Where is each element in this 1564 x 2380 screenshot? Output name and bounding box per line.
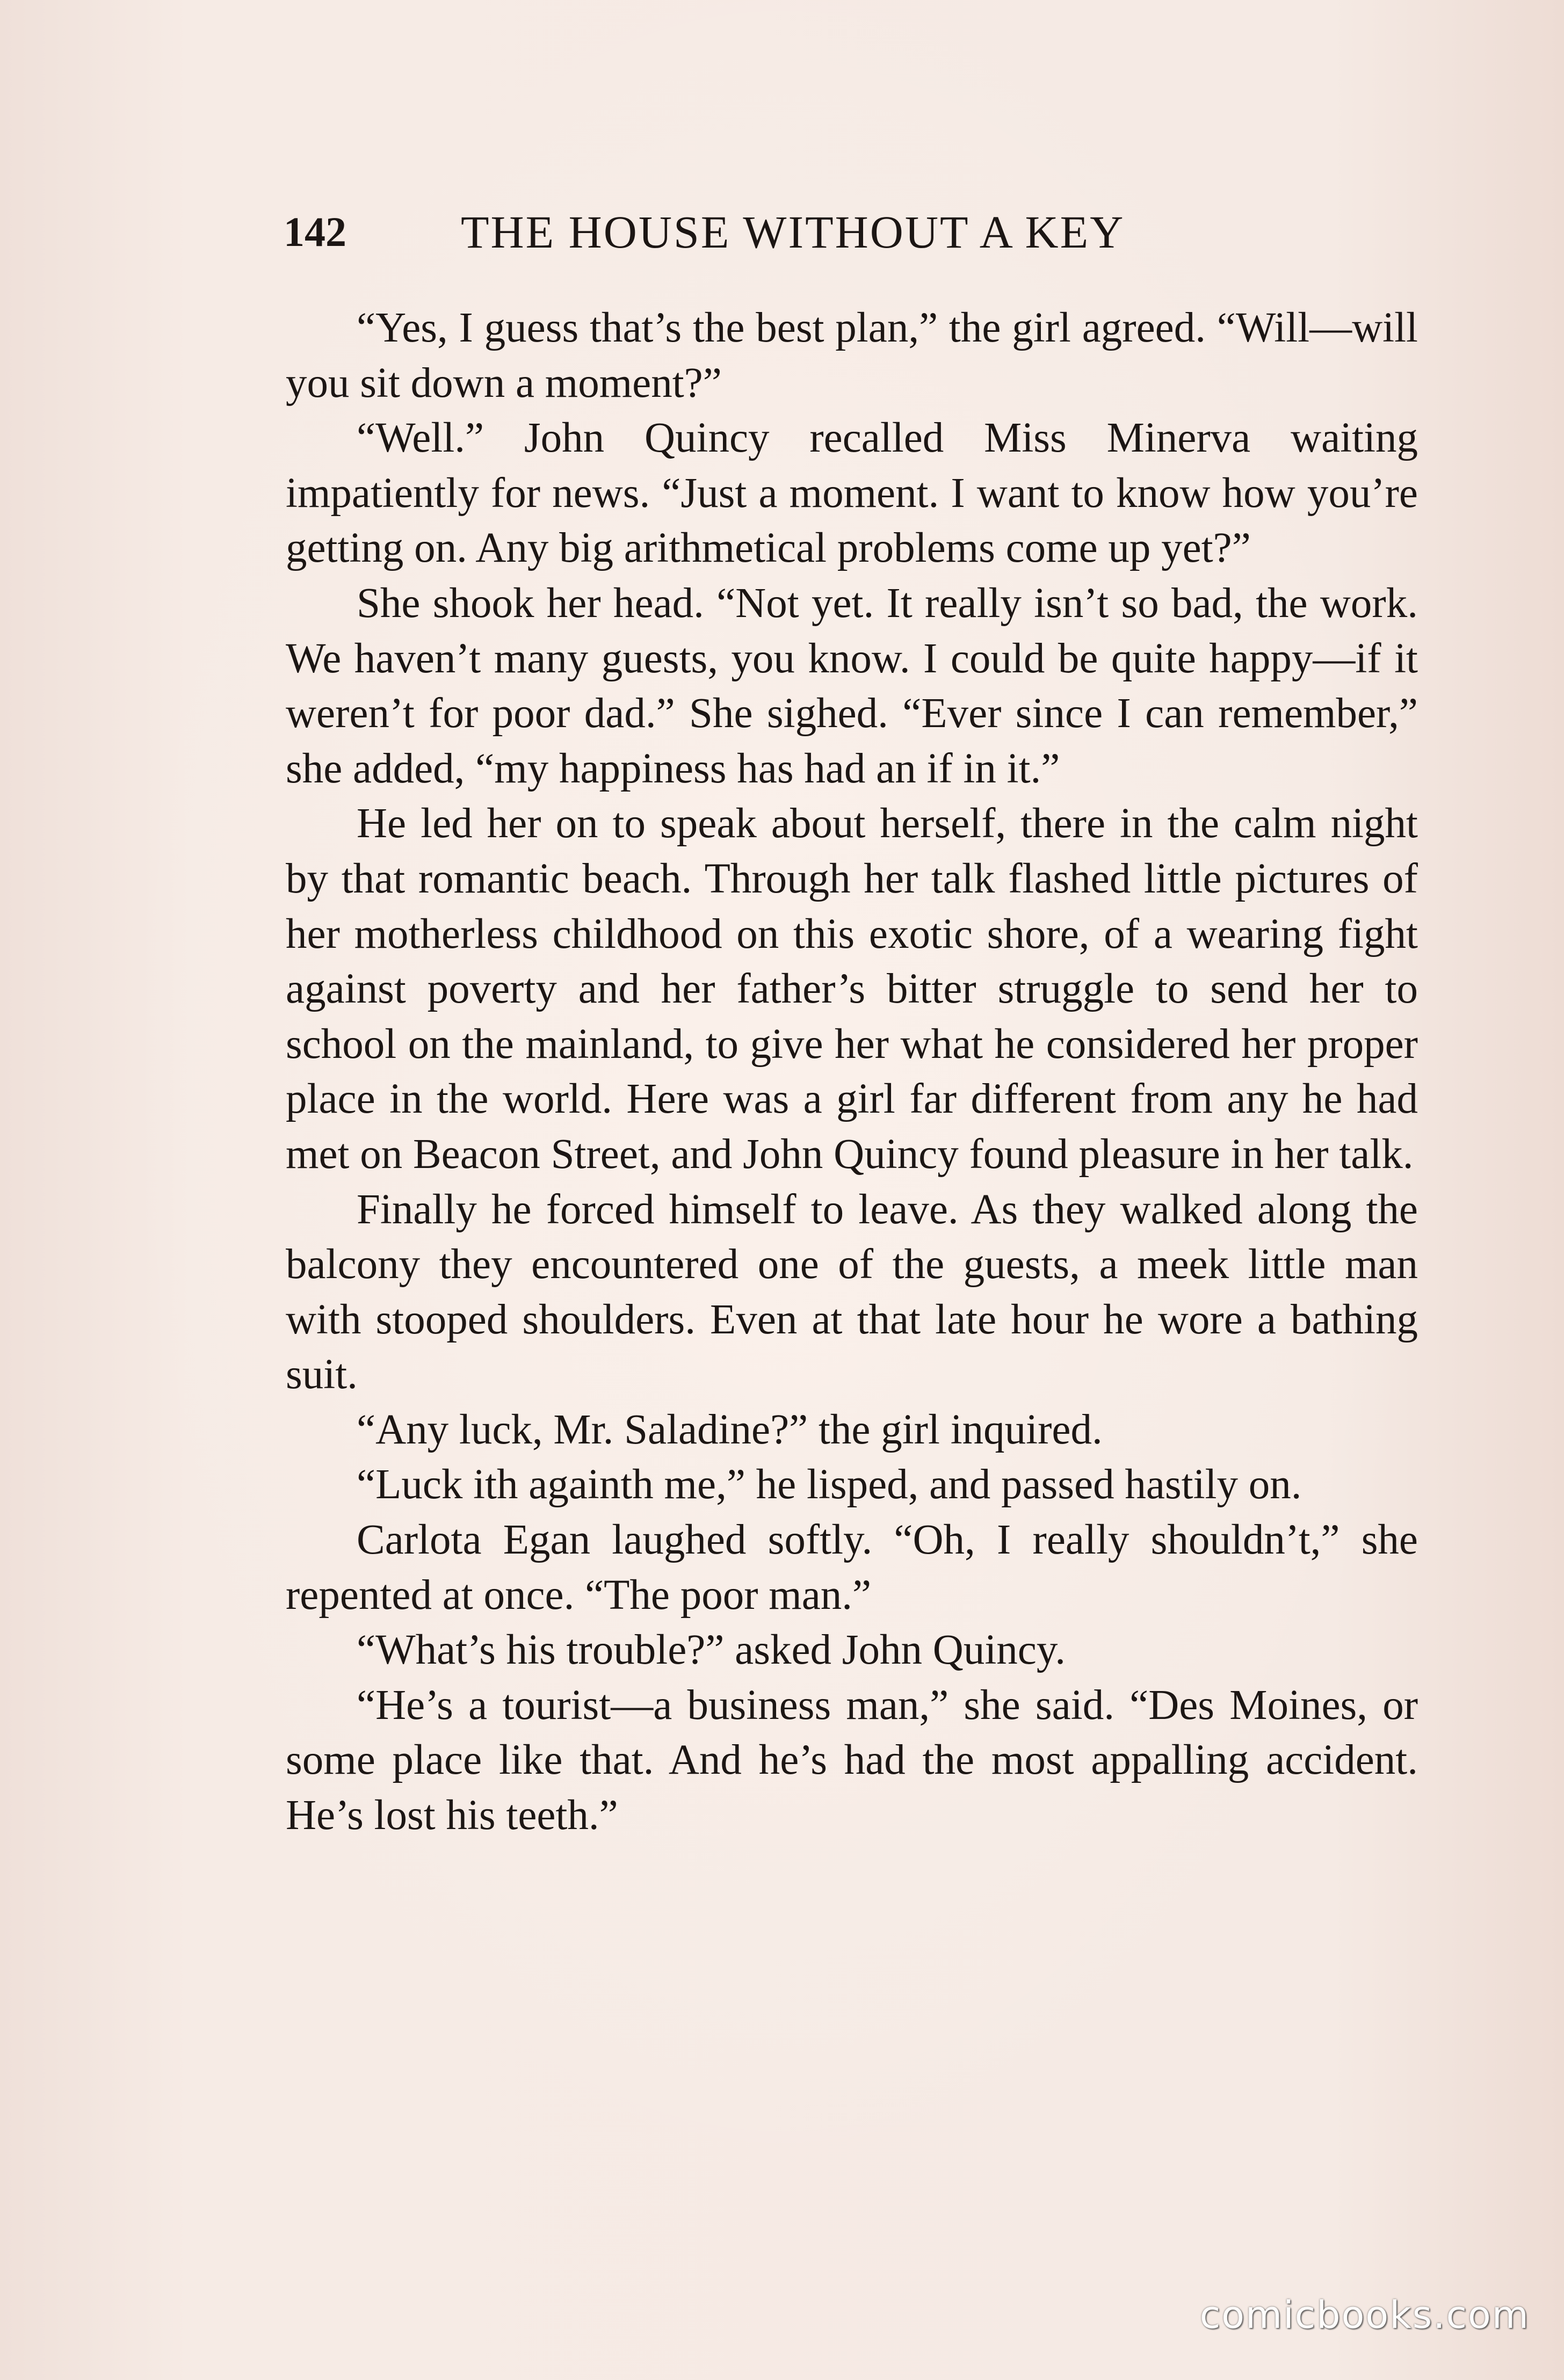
paragraph: “Any luck, Mr. Saladine?” the girl inquired. [357,1406,1103,1453]
paragraph: He led her on to speak about herself, there in the calm night by that romantic beach. Through her talk flashed little pictures of her motherless childhood on this exotic shore, of a wearing fight against poverty and her father’s bitter struggle to send her to school on the mainland, to give her what he considered her proper place in the world. Here was a girl far different from any he had met on Beacon Street, and John Quincy found pleasure in her talk. [286,800,1418,1178]
paragraph: “He’s a tourist—a business man,” she said. “Des Moines, or some place like that. And he’s had the most appalling accident. He’s lost his teeth.” [286,1681,1418,1839]
paragraph: “Yes, I guess that’s the best plan,” the girl agreed. “Will—will you sit down a moment?” [286,304,1418,407]
paragraph: She shook her head. “Not yet. It really isn’t so bad, the work. We haven’t many guests, you know. I could be quite happy—if it weren’t for poor dad.” She sighed. “Ever since I can remember,” she added, “my happiness has had an if in it.” [286,579,1418,792]
running-title: THE HOUSE WITHOUT A KEY [461,206,1125,258]
paragraph: Carlota Egan laughed softly. “Oh, I really shouldn’t,” she repented at once. “The poor man.” [286,1516,1418,1619]
page-header [284,200,1422,264]
watermark: comicbooks.com [1199,2293,1530,2337]
paragraph: “What’s his trouble?” asked John Quincy. [357,1627,1066,1674]
page-number: 142 [284,208,346,255]
body-text [286,301,1418,1844]
paragraph: “Well.” John Quincy recalled Miss Minerva waiting impatiently for news. “Just a moment. I want to know how you’re getting on. Any big arithmetical problems come up yet?” [286,415,1418,572]
paragraph: “Luck ith againth me,” he lisped, and passed hastily on. [357,1461,1302,1508]
paragraph: Finally he forced himself to leave. As they walked along the balcony they encountered one of the guests, a meek little man with stooped shoulders. Even at that late hour he wore a bathing suit. [286,1186,1418,1398]
